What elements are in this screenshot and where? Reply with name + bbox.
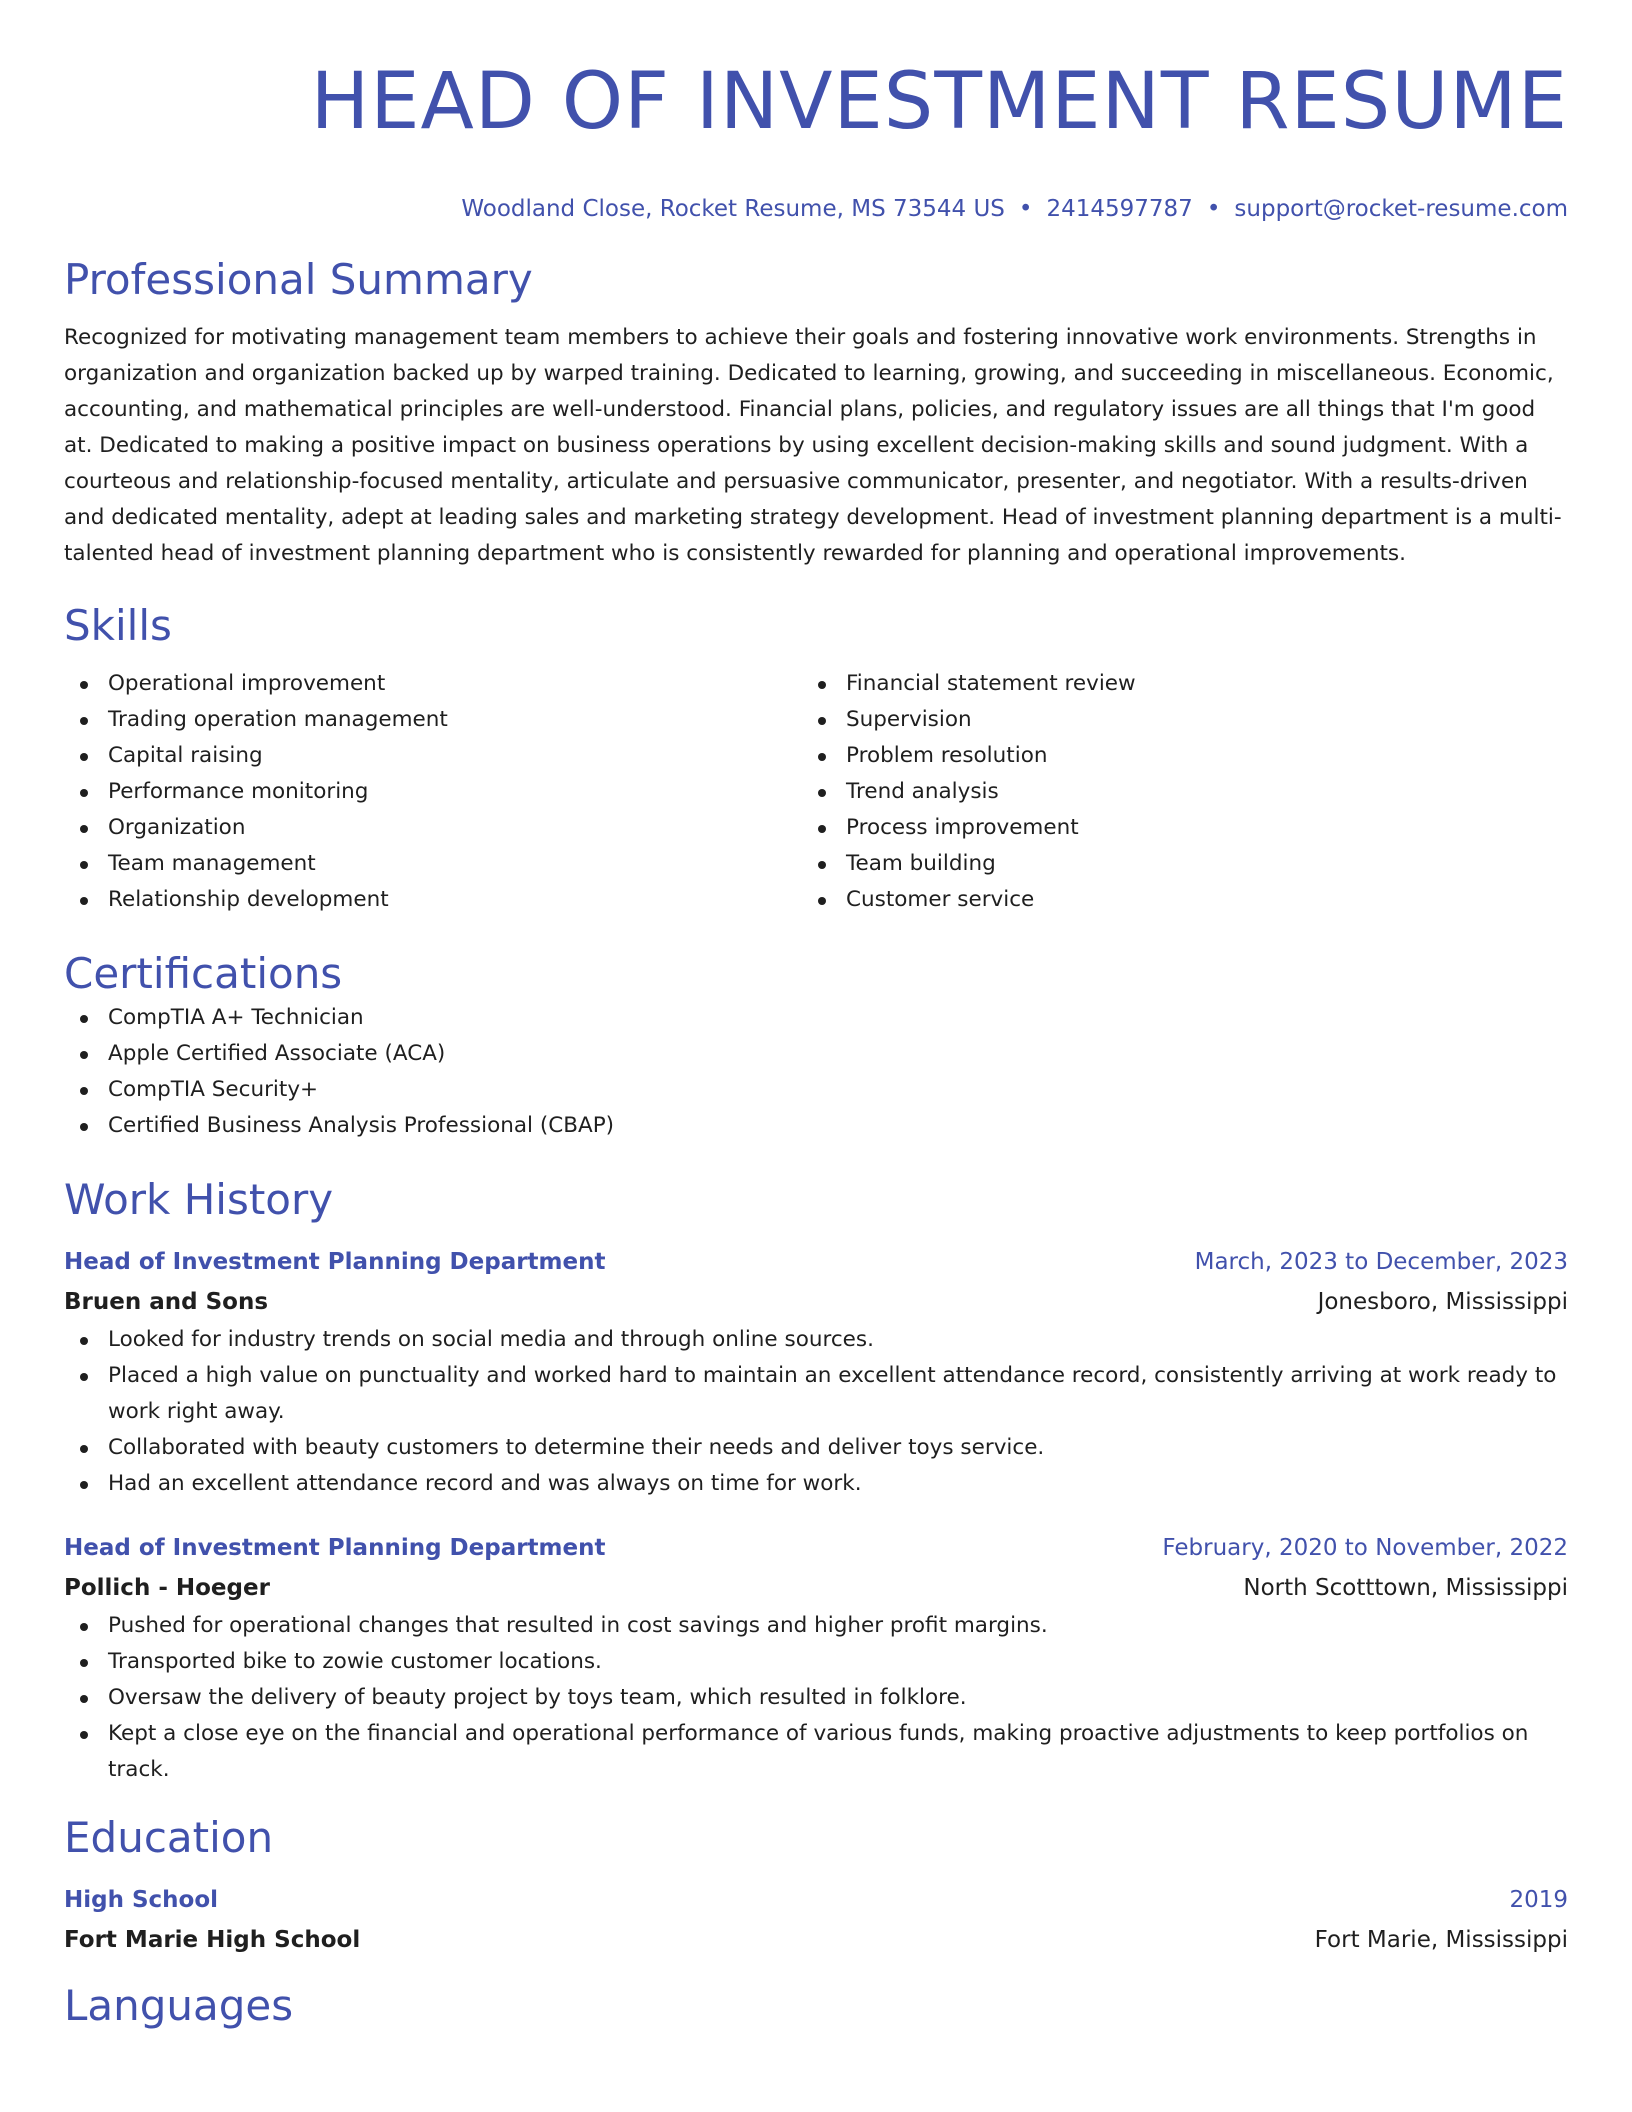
section-heading-work-history: Work History (64, 1175, 334, 1224)
job-header-row (64, 1242, 1568, 1282)
job-bullets (64, 1608, 1568, 1788)
job-company-row (64, 1282, 1568, 1322)
skill-item: Customer service (802, 882, 1540, 918)
section-heading-summary: Professional Summary (64, 255, 533, 304)
job-company: Bruen and Sons (64, 1289, 269, 1315)
job-dates: March, 2023 to December, 2023 (1194, 1249, 1568, 1275)
skill-item: Trading operation management (64, 702, 802, 738)
resume-title: HEAD OF INVESTMENT RESUME (310, 57, 1568, 147)
contact-phone: 2414597787 (1046, 196, 1193, 222)
job-title: Head of Investment Planning Department (64, 1535, 606, 1561)
skills-list-left (64, 666, 802, 918)
contact-separator: • (1018, 196, 1033, 222)
section-heading-education: Education (64, 1813, 274, 1862)
job-bullet: Had an excellent attendance record and was always on time for work. (64, 1466, 1568, 1502)
skill-item: Trend analysis (802, 774, 1540, 810)
certifications-list (64, 1000, 1568, 1144)
job-title: Head of Investment Planning Department (64, 1249, 606, 1275)
certification-item: CompTIA A+ Technician (64, 1000, 1568, 1036)
skill-item: Capital raising (64, 738, 802, 774)
skill-item: Supervision (802, 702, 1540, 738)
education-school-row (64, 1920, 1568, 1960)
education-location: Fort Marie, Mississippi (1314, 1927, 1568, 1953)
skill-item: Operational improvement (64, 666, 802, 702)
section-heading-skills: Skills (64, 601, 172, 650)
job-bullet: Collaborated with beauty customers to determine their needs and deliver toys service. (64, 1430, 1568, 1466)
resume-header (64, 0, 1568, 224)
skill-item: Team building (802, 846, 1540, 882)
job-bullet: Kept a close eye on the financial and operational performance of various funds, making proactive adjustments to keep portfolios on track. (64, 1716, 1568, 1788)
job-company: Pollich - Hoeger (64, 1575, 270, 1601)
job-bullets (64, 1322, 1568, 1502)
education-school: Fort Marie High School (64, 1927, 361, 1953)
section-heading-certifications: Certifications (64, 949, 343, 998)
contact-address: Woodland Close, Rocket Resume, MS 73544 US (461, 196, 1005, 222)
contact-email: support@rocket-resume.com (1234, 196, 1568, 222)
skill-item: Financial statement review (802, 666, 1540, 702)
job-location: North Scotttown, Mississippi (1243, 1575, 1568, 1601)
education-degree: High School (64, 1887, 219, 1913)
job-entry (64, 1242, 1568, 1502)
skill-item: Problem resolution (802, 738, 1540, 774)
job-entry (64, 1528, 1568, 1788)
job-dates: February, 2020 to November, 2022 (1162, 1535, 1568, 1561)
job-bullet: Pushed for operational changes that resulted in cost savings and higher profit margins. (64, 1608, 1568, 1644)
certification-item: Apple Certified Associate (ACA) (64, 1036, 1568, 1072)
skill-item: Organization (64, 810, 802, 846)
education-degree-row (64, 1880, 1568, 1920)
contact-separator: • (1206, 196, 1221, 222)
job-header-row (64, 1528, 1568, 1568)
certification-item: Certified Business Analysis Professional (CBAP) (64, 1108, 1568, 1144)
job-bullet: Looked for industry trends on social media and through online sources. (64, 1322, 1568, 1358)
contact-line (64, 194, 1568, 224)
section-heading-languages: Languages (64, 1981, 294, 2030)
job-bullet: Transported bike to zowie customer locations. (64, 1644, 1568, 1680)
summary-text: Recognized for motivating management team members to achieve their goals and fostering innovative work environments. Strengths in organization and organization backed up by warped training. Dedicated to learning, growing, and succeeding in miscellaneous. Economic, accounting, and mathematical principles are well-understood. Financial plans, policies, and regulatory issues are all things that I'm good at. Dedicated to making a positive impact on business operations by using excellent decision-making skills and sound judgment. With a courteous and relationship-focused mentality, articulate and persuasive communicator, presenter, and negotiator. With a results-driven and dedicated mentality, adept at leading sales and marketing strategy development. Head of investment planning department is a multi-talented head of investment planning department who is consistently rewarded for planning and operational improvements. (64, 325, 1562, 566)
skills-list-right (802, 666, 1540, 918)
certification-item: CompTIA Security+ (64, 1072, 1568, 1108)
skill-item: Performance monitoring (64, 774, 802, 810)
job-location: Jonesboro, Mississippi (1317, 1289, 1568, 1315)
job-bullet: Placed a high value on punctuality and worked hard to maintain an excellent attendance record, consistently arriving at work ready to work right away. (64, 1358, 1568, 1430)
skill-item: Process improvement (802, 810, 1540, 846)
education-year: 2019 (1509, 1887, 1568, 1913)
education-entry (64, 1880, 1568, 1960)
job-company-row (64, 1568, 1568, 1608)
job-bullet: Oversaw the delivery of beauty project by toys team, which resulted in folklore. (64, 1680, 1568, 1716)
skill-item: Team management (64, 846, 802, 882)
skill-item: Relationship development (64, 882, 802, 918)
skills-grid (64, 666, 1568, 918)
